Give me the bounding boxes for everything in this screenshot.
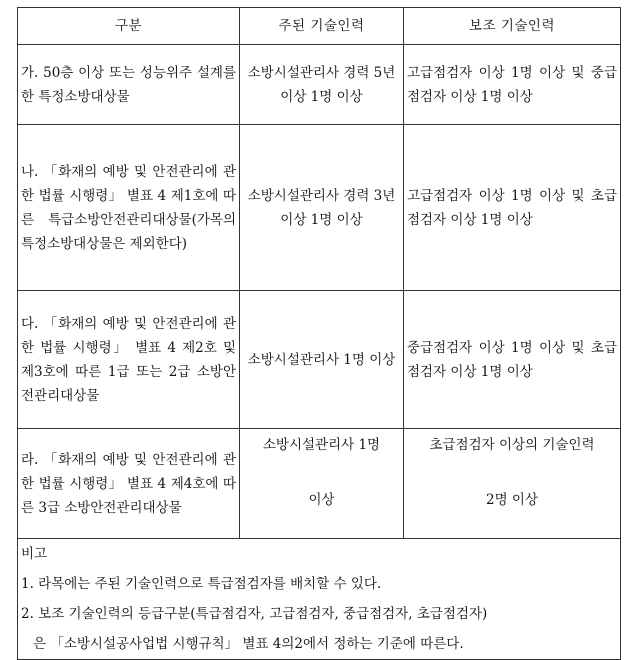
table-row (18, 45, 621, 125)
header-assist-personnel: 보조 기술인력 (404, 8, 621, 45)
notes-cell (18, 539, 621, 660)
assist-personnel-cell: 고급점검자 이상 1명 이상 및 중급점검자 이상 1명 이상 (404, 45, 621, 125)
note-item-2: 2. 보조 기술인력의 등급구분(특급점검자, 고급점검자, 중급점검자, 초급점검자) (21, 606, 488, 622)
assist-personnel-cell: 중급점검자 이상 1명 이상 및 초급점검자 이상 1명 이상 (404, 291, 621, 429)
assist-personnel-line: 2명 이상 (485, 492, 538, 508)
assist-personnel-cell: 고급점검자 이상 1명 이상 및 초급점검자 이상 1명 이상 (404, 125, 621, 291)
main-personnel-cell: 소방시설관리사 1명 이상 (240, 291, 404, 429)
header-main-personnel: 주된 기술인력 (240, 8, 404, 45)
notes-title: 비고 (21, 546, 48, 562)
main-personnel-cell (240, 429, 404, 539)
header-category: 구분 (18, 8, 240, 45)
main-personnel-cell: 소방시설관리사 경력 3년 이상 1명 이상 (240, 125, 404, 291)
category-cell: 가. 50층 이상 또는 성능위주 설계를 한 특정소방대상물 (18, 45, 240, 125)
note-item-2-continued: 은 「소방시설공사업법 시행규칙」 별표 4의2에서 정하는 기준에 따른다. (33, 636, 464, 652)
main-personnel-line: 이상 (308, 492, 335, 508)
table-row (18, 291, 621, 429)
header-row (18, 8, 621, 45)
table-row (18, 125, 621, 291)
note-item-1: 1. 라목에는 주된 기술인력으로 특급점검자를 배치할 수 있다. (21, 576, 382, 592)
category-cell: 나. 「화재의 예방 및 안전관리에 관한 법률 시행령」 별표 4 제1호에 따른 특급소방안전관리대상물(가목의 특정소방대상물은 제외한다) (18, 125, 240, 291)
standards-table (17, 7, 621, 660)
assist-personnel-cell (404, 429, 621, 539)
category-cell: 다. 「화재의 예방 및 안전관리에 관한 법률 시행령」 별표 4 제2호 및 제3호에 따른 1급 또는 2급 소방안전관리대상물 (18, 291, 240, 429)
assist-personnel-line: 초급점검자 이상의 기술인력 (429, 437, 595, 453)
main-personnel-line: 소방시설관리사 1명 (262, 437, 381, 453)
category-cell: 라. 「화재의 예방 및 안전관리에 관한 법률 시행령」 별표 4 제4호에 따른 3급 소방안전관리대상물 (18, 429, 240, 539)
table-row (18, 429, 621, 539)
notes-row (18, 539, 621, 660)
main-personnel-cell: 소방시설관리사 경력 5년 이상 1명 이상 (240, 45, 404, 125)
